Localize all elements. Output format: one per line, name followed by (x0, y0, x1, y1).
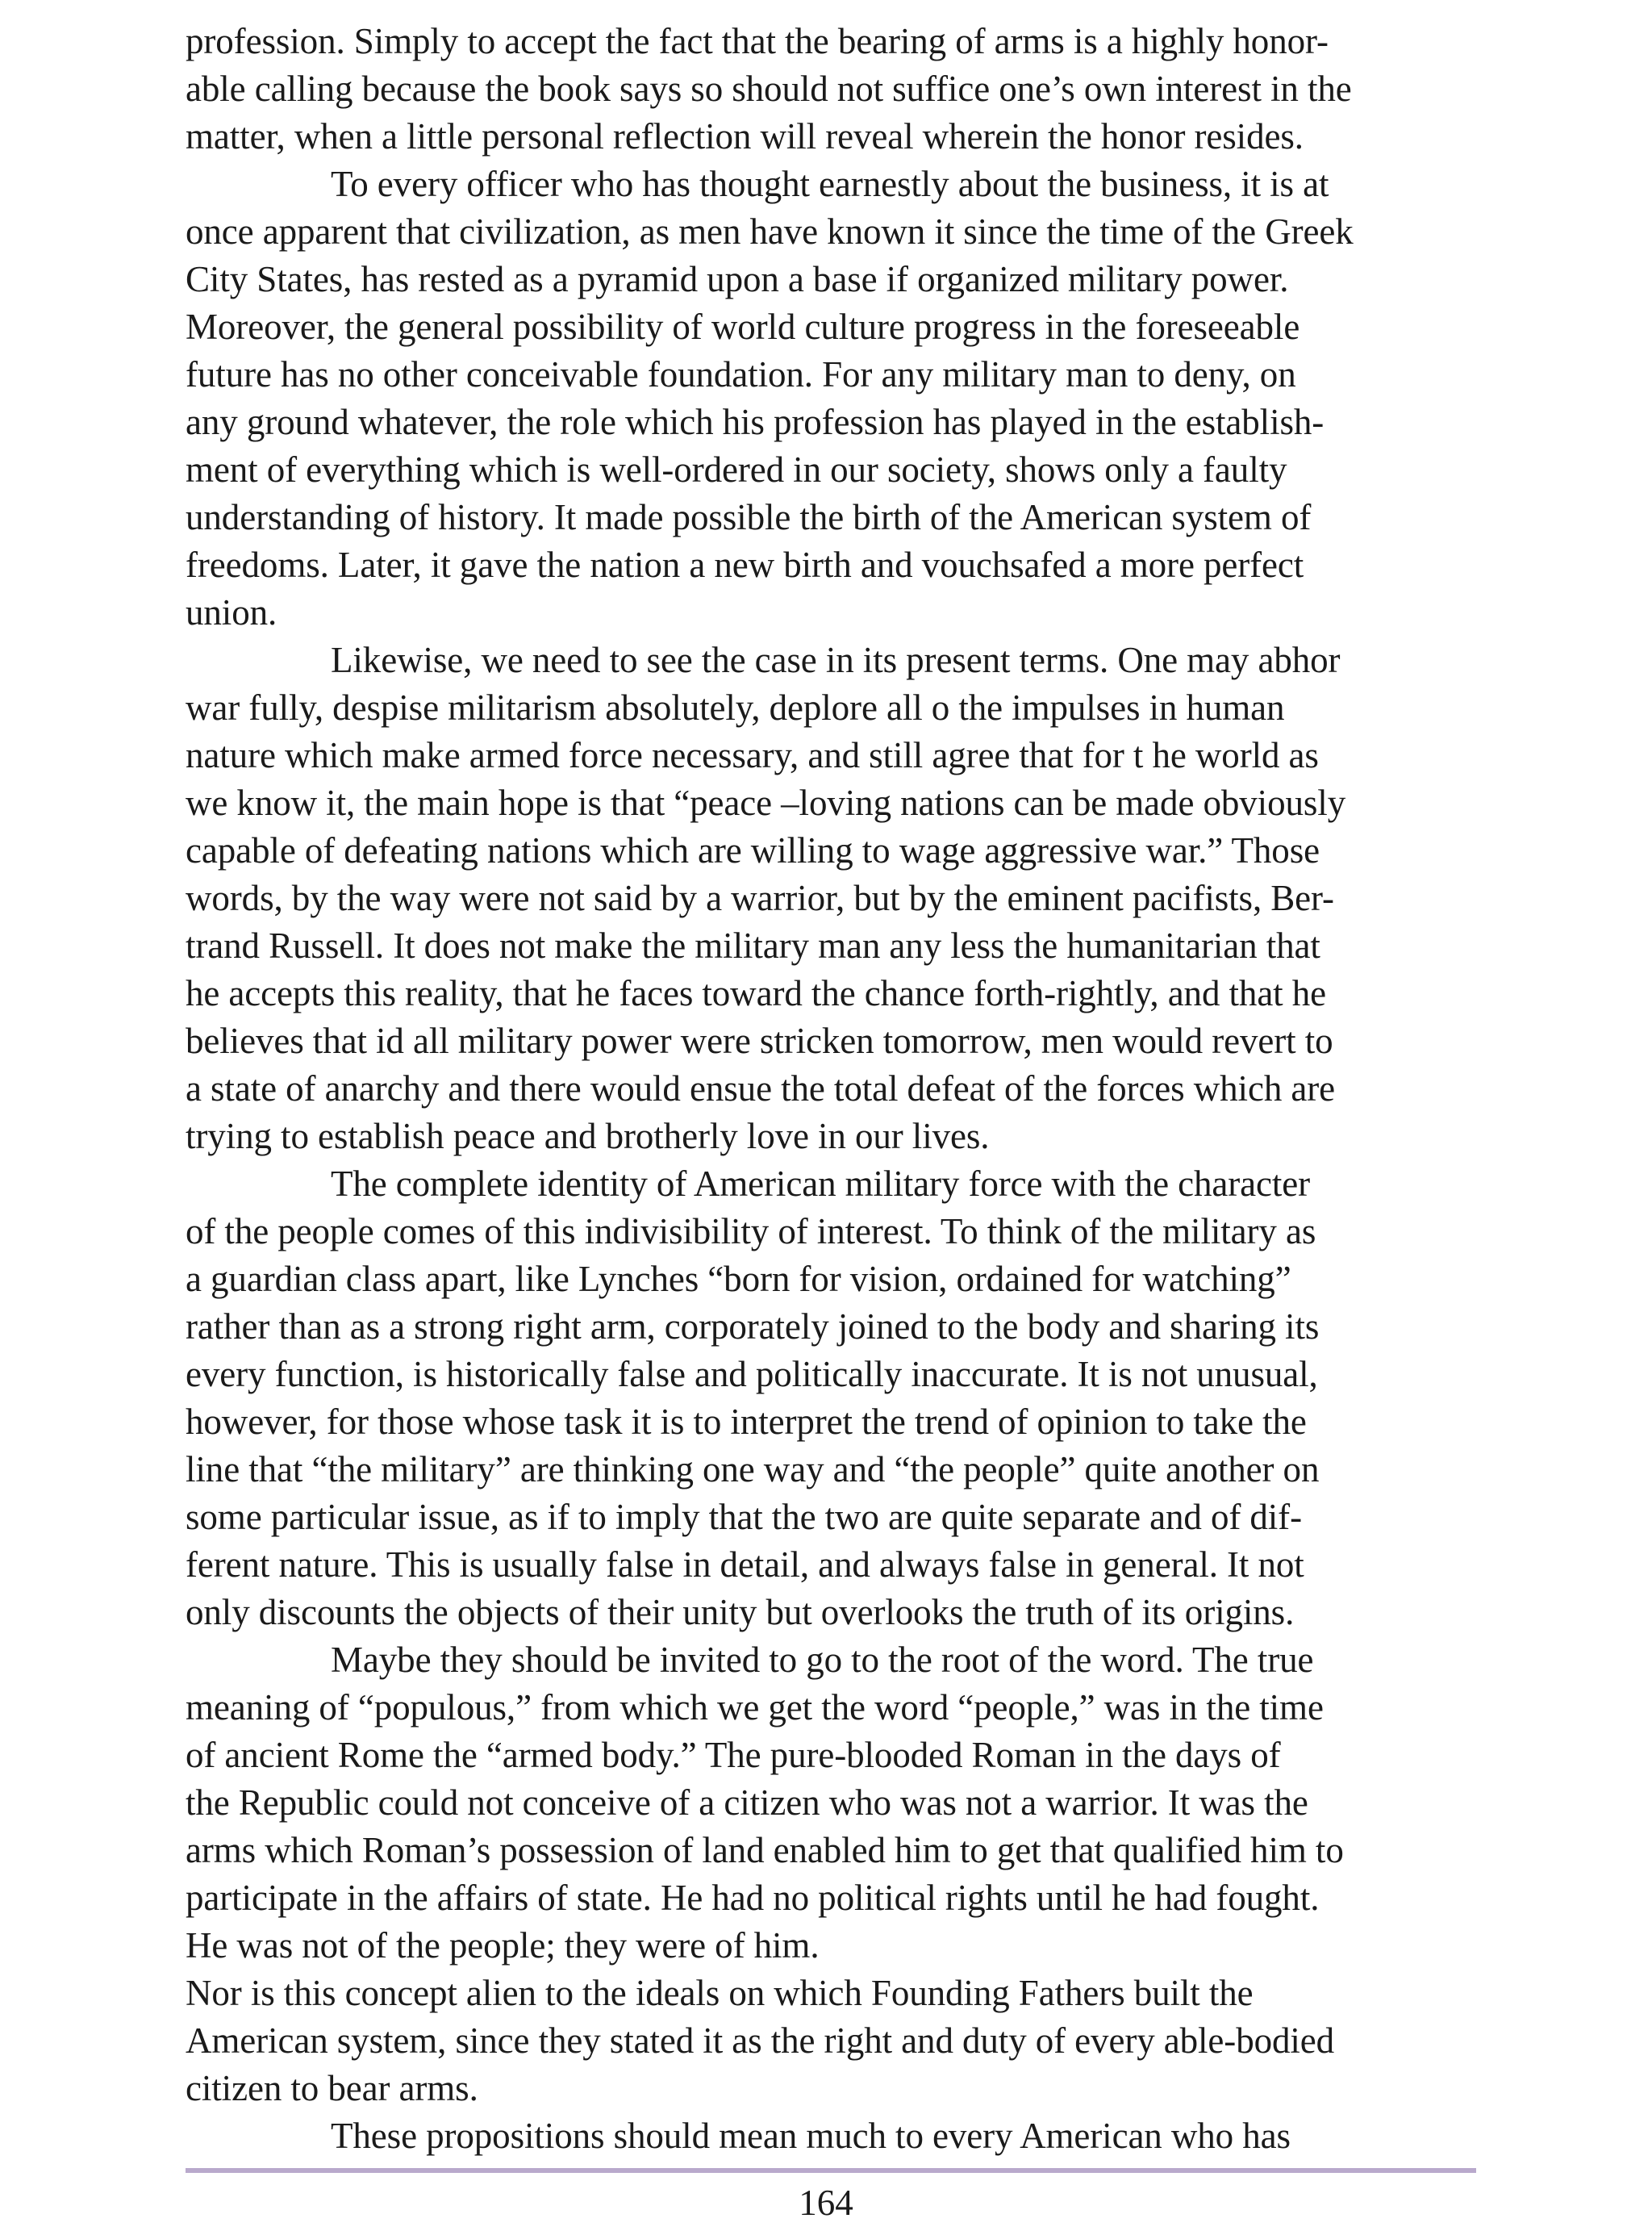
page-number: 164 (799, 2183, 853, 2223)
text-line: meaning of “populous,” from which we get the word “people,” was in the time (186, 1687, 1324, 1728)
text-line: ferent nature. This is usually false in detail, and always false in general. It not (186, 1544, 1304, 1585)
text-line: some particular issue, as if to imply that the two are quite separate and of dif- (186, 1497, 1302, 1537)
text-line: war fully, despise militarism absolutely, deplore all o the impulses in human (186, 687, 1285, 728)
text-line: trying to establish peace and brotherly love in our lives. (186, 1116, 990, 1156)
text-line: matter, when a little personal reflection will reveal wherein the honor resides. (186, 116, 1304, 157)
body-text (186, 18, 1476, 2160)
text-line: Likewise, we need to see the case in its present terms. One may abhor (331, 640, 1341, 680)
text-line: however, for those whose task it is to interpret the trend of opinion to take the (186, 1402, 1307, 1442)
text-line: nature which make armed force necessary, and still agree that for t he world as (186, 735, 1319, 775)
text-line: only discounts the objects of their unity but overlooks the truth of its origins. (186, 1592, 1295, 1632)
text-line: Maybe they should be invited to go to the root of the word. The true (331, 1640, 1314, 1680)
text-line: citizen to bear arms. (186, 2068, 478, 2108)
text-line: Moreover, the general possibility of world culture progress in the foreseeable (186, 307, 1300, 347)
text-line: of ancient Rome the “armed body.” The pure-blooded Roman in the days of (186, 1735, 1281, 1775)
text-line: any ground whatever, the role which his profession has played in the establish- (186, 402, 1325, 442)
text-line: He was not of the people; they were of him. (186, 1925, 820, 1966)
text-line: ment of everything which is well-ordered in our society, shows only a faulty (186, 449, 1287, 490)
text-line: trand Russell. It does not make the military man any less the humanitarian that (186, 925, 1320, 966)
text-line: Nor is this concept alien to the ideals on which Founding Fathers built the (186, 1973, 1254, 2013)
text-line: every function, is historically false and politically inaccurate. It is not unusual, (186, 1354, 1318, 1394)
text-line: a state of anarchy and there would ensue the total defeat of the forces which are (186, 1068, 1336, 1109)
text-line: a guardian class apart, like Lynches “born for vision, ordained for watching” (186, 1259, 1291, 1299)
text-line: we know it, the main hope is that “peace –loving nations can be made obviously (186, 783, 1346, 823)
text-line: of the people comes of this indivisibility of interest. To think of the military as (186, 1211, 1316, 1251)
text-line: freedoms. Later, it gave the nation a new birth and vouchsafed a more perfect (186, 545, 1304, 585)
footer-divider (186, 2168, 1476, 2173)
text-line: The complete identity of American military force with the character (331, 1164, 1311, 1204)
text-line: rather than as a strong right arm, corporately joined to the body and sharing its (186, 1306, 1320, 1347)
text-line: arms which Roman’s possession of land enabled him to get that qualified him to (186, 1830, 1344, 1870)
text-line: understanding of history. It made possible the birth of the American system of (186, 497, 1312, 537)
text-line: participate in the affairs of state. He had no political rights until he had fought. (186, 1878, 1320, 1918)
text-line: words, by the way were not said by a warrior, but by the eminent pacifists, Ber- (186, 878, 1334, 918)
text-line: union. (186, 592, 277, 633)
text-line: City States, has rested as a pyramid upon a base if organized military power. (186, 259, 1289, 299)
text-line: profession. Simply to accept the fact that the bearing of arms is a highly honor- (186, 21, 1329, 61)
text-line: line that “the military” are thinking one way and “the people” quite another on (186, 1449, 1320, 1489)
text-line: future has no other conceivable foundation. For any military man to deny, on (186, 354, 1296, 395)
text-line: To every officer who has thought earnestly about the business, it is at (331, 164, 1329, 204)
text-line: able calling because the book says so should not suffice one’s own interest in the (186, 69, 1352, 109)
text-line: once apparent that civilization, as men have known it since the time of the Greek (186, 211, 1354, 252)
text-line: capable of defeating nations which are willing to wage aggressive war.” Those (186, 830, 1320, 871)
text-line: These propositions should mean much to every American who has (331, 2116, 1291, 2156)
text-line: he accepts this reality, that he faces toward the chance forth-rightly, and that he (186, 973, 1327, 1013)
text-line: American system, since they stated it as the right and duty of every able-bodied (186, 2020, 1335, 2061)
text-line: the Republic could not conceive of a citizen who was not a warrior. It was the (186, 1782, 1308, 1823)
text-line: believes that id all military power were stricken tomorrow, men would revert to (186, 1021, 1333, 1061)
